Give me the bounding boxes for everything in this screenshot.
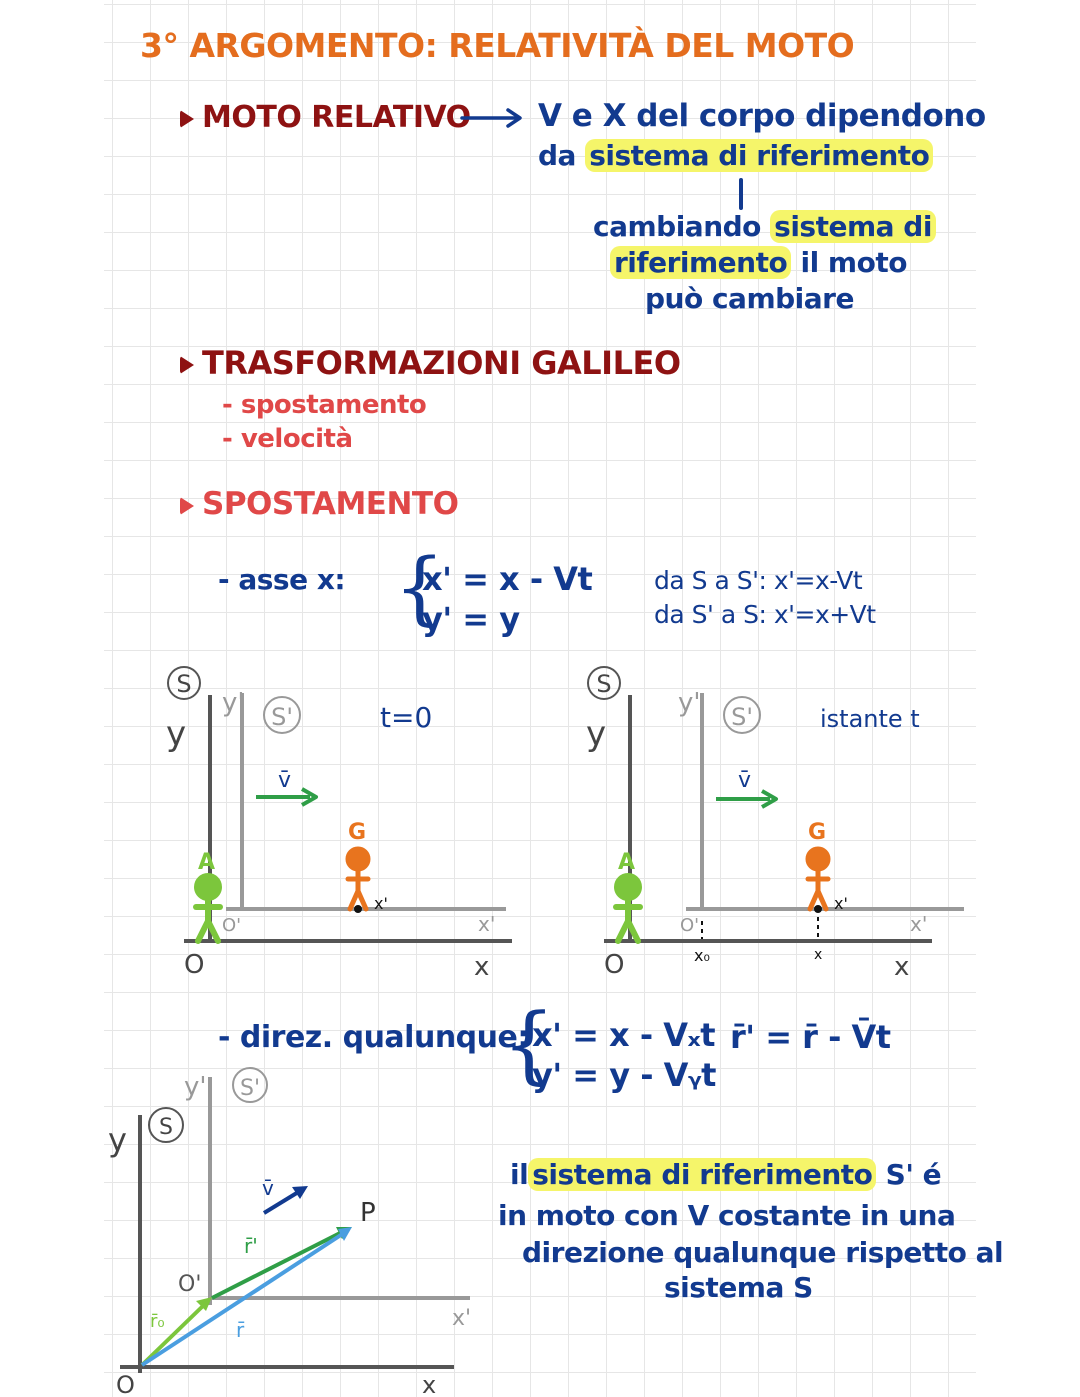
highlight-sistema-di: sistema di <box>770 210 936 243</box>
x-axis-label: x <box>422 1371 437 1397</box>
moto-relativo-line3 <box>593 210 936 243</box>
frame-s-label: S <box>159 1115 173 1140</box>
r0-label: r̄₀ <box>150 1311 165 1332</box>
frame-s-label: S <box>176 670 192 698</box>
highlight-conclusion: sistema di riferimento <box>528 1158 876 1191</box>
time-label: t=0 <box>380 701 433 734</box>
conclusion-line1 <box>510 1158 941 1191</box>
diagram-t0 <box>150 655 530 985</box>
origin-prime-label: O' <box>222 915 242 936</box>
frame-s-prime-label: S' <box>271 703 293 731</box>
y-prime-label: y' <box>222 688 245 718</box>
g-position-dot <box>814 905 822 913</box>
velocity-label: v̄ <box>738 768 752 793</box>
xg-label: x <box>814 947 823 963</box>
y-axis-label: y <box>166 714 187 754</box>
velocity-label: v̄ <box>262 1176 274 1200</box>
x-prime-axis-label: x' <box>452 1306 472 1331</box>
person-g-label: G <box>348 820 367 845</box>
person-a-label: A <box>198 850 216 875</box>
y-axis-label: y <box>586 714 607 754</box>
spostamento-heading <box>180 486 458 522</box>
arrow-right-icon <box>460 106 526 130</box>
person-g-icon <box>348 849 368 909</box>
frame-s-prime-label: S' <box>731 703 753 731</box>
highlight-sistema-riferimento: sistema di riferimento <box>585 139 933 172</box>
origin-label: O <box>604 950 625 980</box>
eq-y-prime: y' = y <box>422 600 520 638</box>
asse-x-label: - asse x: <box>218 563 346 596</box>
conclusion-post: S' é <box>885 1158 942 1191</box>
r-label: r̄ <box>236 1318 245 1342</box>
page-title: 3° ARGOMENTO: RELATIVITÀ DEL MOTO <box>140 26 855 65</box>
g-coord-label: x' <box>834 894 848 913</box>
point-p-label: P <box>360 1198 376 1228</box>
x0-label: x₀ <box>694 946 710 965</box>
person-a-label: A <box>618 850 636 875</box>
moto-relativo-line2-pre: da <box>538 139 576 172</box>
moto-relativo-line4 <box>610 246 907 279</box>
diagram-general-direction <box>104 1055 484 1397</box>
origin-prime-label: O' <box>680 915 700 936</box>
y-axis-label: y <box>108 1121 127 1159</box>
origin-label: O <box>184 950 205 980</box>
person-g-icon <box>808 849 828 909</box>
connector-line <box>739 178 743 210</box>
x-prime-axis-label: x' <box>478 912 496 936</box>
galileo-item-velocita: - velocità <box>222 424 353 454</box>
y-prime-label: y' <box>678 688 701 718</box>
direzione-label: - direz. qualunque: <box>218 1020 529 1055</box>
conclusion-pre: il <box>510 1158 529 1191</box>
y-prime-label: y' <box>184 1072 207 1102</box>
moto-relativo-line5: può cambiare <box>645 282 854 315</box>
person-g-label: G <box>808 820 827 845</box>
galileo-label: TRASFORMAZIONI GALILEO <box>202 344 681 382</box>
conclusion-line2: in moto con V costante in una <box>498 1199 956 1232</box>
moto-relativo-line4-post: il moto <box>800 246 907 279</box>
diagram-instant-t <box>570 655 970 985</box>
bullet-icon <box>180 497 194 515</box>
spostamento-label: SPOSTAMENTO <box>202 486 459 522</box>
frame-s-label: S <box>596 670 612 698</box>
frame-s-prime-label: S' <box>239 1076 261 1101</box>
bullet-icon <box>180 110 194 128</box>
eq-x-prime: x' = x - Vt <box>422 560 593 598</box>
moto-relativo-heading <box>180 100 471 135</box>
x-prime-axis-label: x' <box>910 912 928 936</box>
x-axis-label: x <box>894 952 910 982</box>
moto-relativo-line3-pre: cambiando <box>593 210 761 243</box>
system-brace: { <box>394 541 445 634</box>
origin-label: O <box>116 1371 135 1397</box>
r-prime-label: r̄' <box>244 1234 258 1258</box>
conclusion-line4: sistema S <box>664 1271 813 1304</box>
highlight-riferimento: riferimento <box>610 246 791 279</box>
vector-equation: r̄' = r̄ - V̄t <box>730 1018 891 1056</box>
moto-relativo-line2 <box>538 139 933 172</box>
r-prime-vector <box>212 1231 344 1298</box>
moto-relativo-label: MOTO RELATIVO <box>202 100 471 135</box>
g-coord-label: x' <box>374 894 388 913</box>
galileo-item-spostamento: - spostamento <box>222 390 427 420</box>
direzione-eq2: y' = y - Vᵧt <box>532 1056 716 1094</box>
bullet-icon <box>180 356 194 374</box>
moto-relativo-line1: V e X del corpo dipendono <box>538 98 986 134</box>
direzione-brace: { <box>502 995 556 1093</box>
origin-prime-label: O' <box>178 1272 202 1297</box>
direzione-eq1: x' = x - Vₓt <box>532 1016 715 1054</box>
g-position-dot <box>354 905 362 913</box>
galileo-heading <box>180 344 681 382</box>
conclusion-line3: direzione qualunque rispetto al <box>522 1236 1004 1269</box>
rule-s-prime-to-s: da S' a S: x'=x+Vt <box>654 600 876 629</box>
time-label: istante t <box>820 705 920 733</box>
rule-s-to-s-prime: da S a S': x'=x-Vt <box>654 566 863 595</box>
x-axis-label: x <box>474 952 490 982</box>
velocity-label: v̄ <box>278 768 292 793</box>
